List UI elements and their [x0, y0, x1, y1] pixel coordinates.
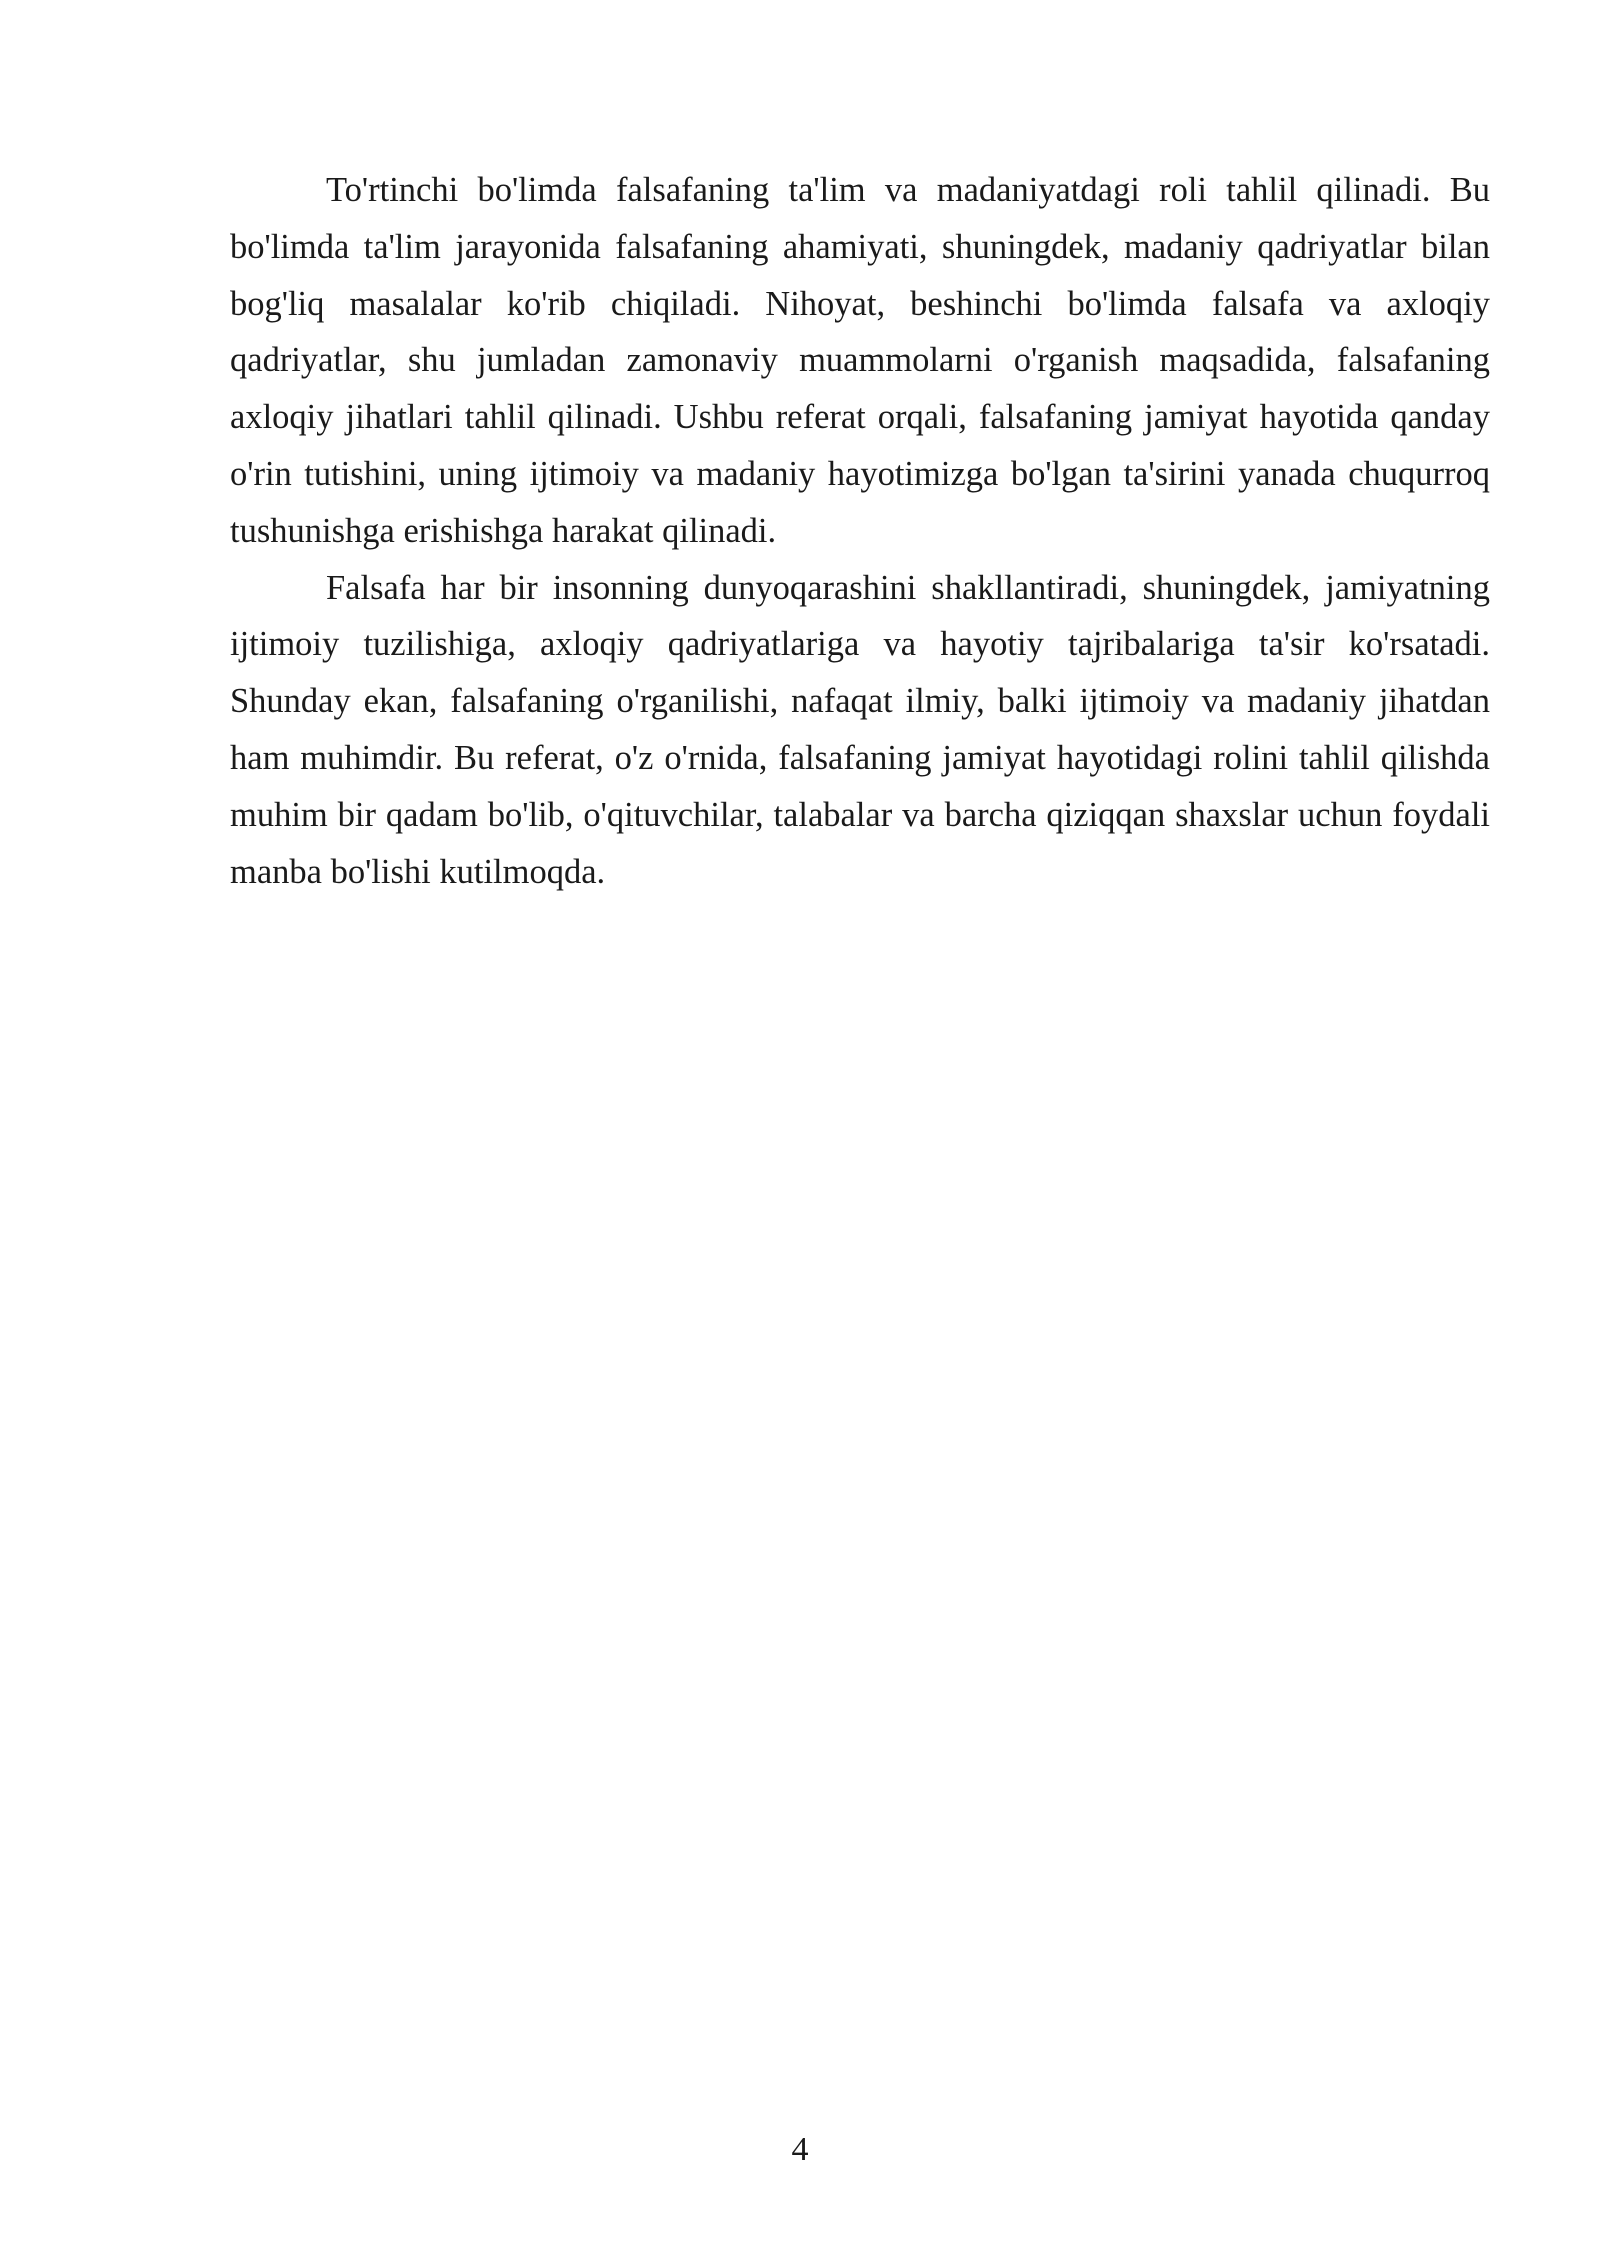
body-text [230, 162, 1490, 900]
page-number: 4 [791, 2131, 809, 2168]
paragraph-2: Falsafa har bir insonning dunyoqarashini shakllantiradi, shuningdek, jamiyatning ijtimoiy tuzilishiga, axloqiy qadriyatlariga va hayotiy tajribalariga ta'sir ko'rsatadi. Shunday ekan, falsafaning o'rganilishi, nafaqat ilmiy, balki ijtimoiy va madaniy jihatdan ham muhimdir. Bu referat, o'z o'rnida, falsafaning jamiyat hayotidagi rolini tahlil qilishda muhim bir qadam bo'lib, o'qituvchilar, talabalar va barcha qiziqqan shaxslar uchun foydali manba bo'lishi kutilmoqda. [230, 568, 1490, 891]
paragraph-1: To'rtinchi bo'limda falsafaning ta'lim va madaniyatdagi roli tahlil qilinadi. Bu bo'limda ta'lim jarayonida falsafaning ahamiyati, shuningdek, madaniy qadriyatlar bilan bog'liq masalalar ko'rib chiqiladi. Nihoyat, beshinchi bo'limda falsafa va axloqiy qadriyatlar, shu jumladan zamonaviy muammolarni o'rganish maqsadida, falsafaning axloqiy jihatlari tahlil qilinadi. Ushbu referat orqali, falsafaning jamiyat hayotida qanday o'rin tutishini, uning ijtimoiy va madaniy hayotimizga bo'lgan ta'sirini yanada chuqurroq tushunishga erishishga harakat qilinadi. [230, 171, 1490, 550]
